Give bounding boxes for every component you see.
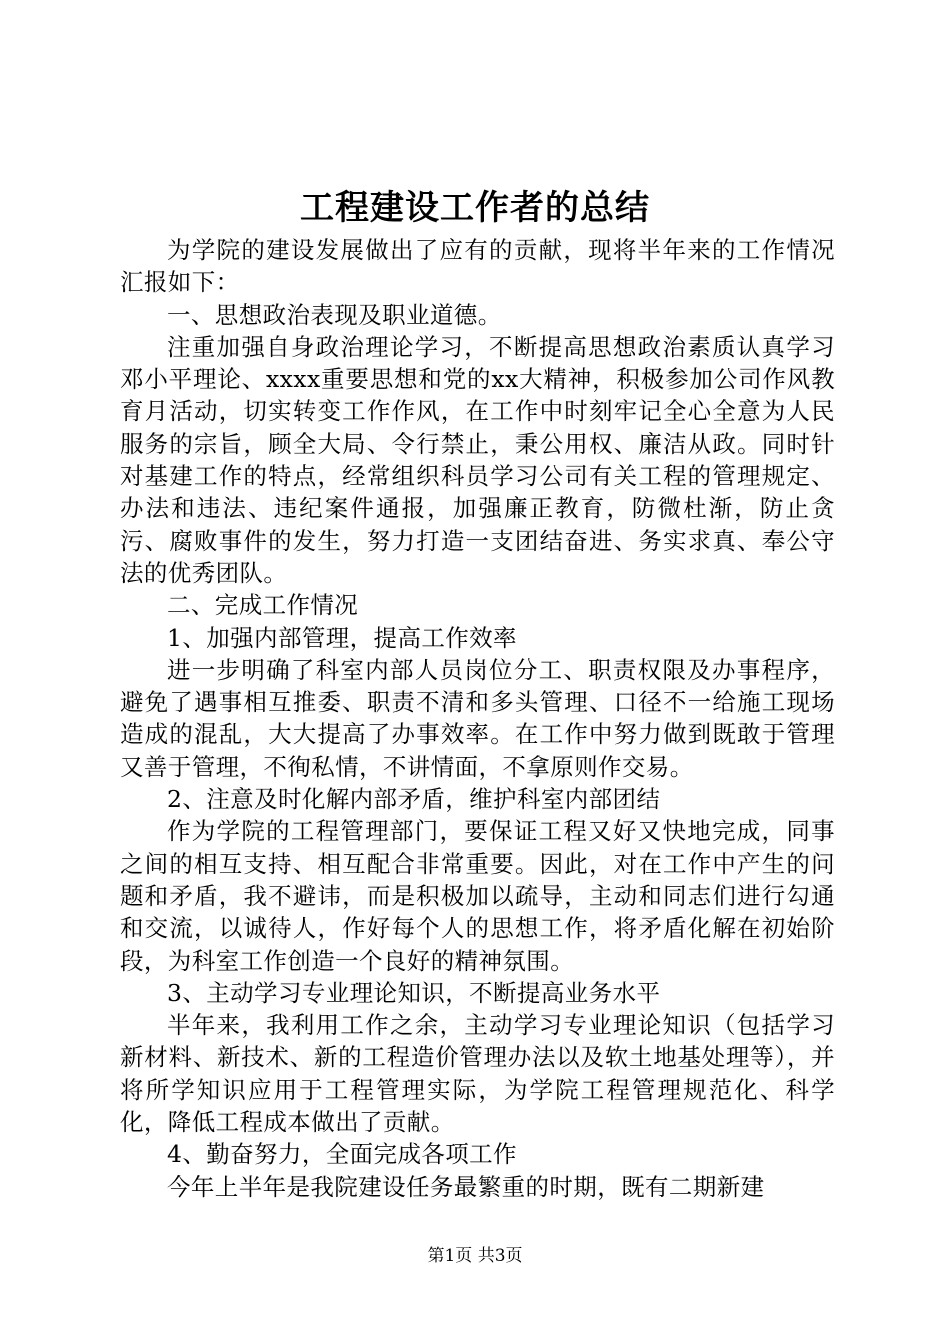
body-paragraph: 作为学院的工程管理部门，要保证工程又好又快地完成，同事之间的相互支持、相互配合非常重要。因此，对在工作中产生的问题和矛盾，我不避讳，而是积极加以疏导，主动和同志们进行勾通和交流，以诚待人，作好每个人的思想工作，将矛盾化解在初始阶段，为科室工作创造一个良好的精神氛围。 (120, 817, 835, 975)
body-paragraph: 今年上半年是我院建设任务最繁重的时期，既有二期新建 (167, 1172, 765, 1201)
section-heading: 一、思想政治表现及职业道德。 (167, 300, 502, 329)
document-title: 工程建设工作者的总结 (300, 188, 650, 228)
subsection-heading: 4、勤奋努力，全面完成各项工作 (167, 1140, 517, 1169)
section-heading: 二、完成工作情况 (167, 591, 359, 620)
document-body (120, 234, 835, 1203)
page-number-footer: 第1页 共3页 (427, 1246, 523, 1266)
body-paragraph: 半年来，我利用工作之余，主动学习专业理论知识（包括学习新材料、新技术、新的工程造价管理办法以及软土地基处理等），并将所学知识应用于工程管理实际，为学院工程管理规范化、科学化，降低工程成本做出了贡献。 (120, 1011, 835, 1137)
subsection-heading: 2、注意及时化解内部矛盾，维护科室内部团结 (167, 785, 661, 814)
body-paragraph: 进一步明确了科室内部人员岗位分工、职责权限及办事程序，避免了遇事相互推委、职责不清和多头管理、口径不一给施工现场造成的混乱，大大提高了办事效率。在工作中努力做到既敢于管理又善于管理，不徇私情，不讲情面，不拿原则作交易。 (120, 655, 835, 781)
body-paragraph: 注重加强自身政治理论学习，不断提高思想政治素质认真学习邓小平理论、xxxx重要思想和党的xx大精神，积极参加公司作风教育月活动，切实转变工作作风，在工作中时刻牢记全心全意为人民服务的宗旨，顾全大局、令行禁止，秉公用权、廉洁从政。同时针对基建工作的特点，经常组织科员学习公司有关工程的管理规定、办法和违法、违纪案件通报，加强廉正教育，防微杜渐，防止贪污、腐败事件的发生，努力打造一支团结奋进、务实求真、奉公守法的优秀团队。 (120, 332, 835, 587)
subsection-heading: 3、主动学习专业理论知识，不断提高业务水平 (167, 978, 661, 1007)
body-paragraph: 为学院的建设发展做出了应有的贡献，现将半年来的工作情况汇报如下： (120, 236, 835, 297)
subsection-heading: 1、加强内部管理，提高工作效率 (167, 623, 517, 652)
